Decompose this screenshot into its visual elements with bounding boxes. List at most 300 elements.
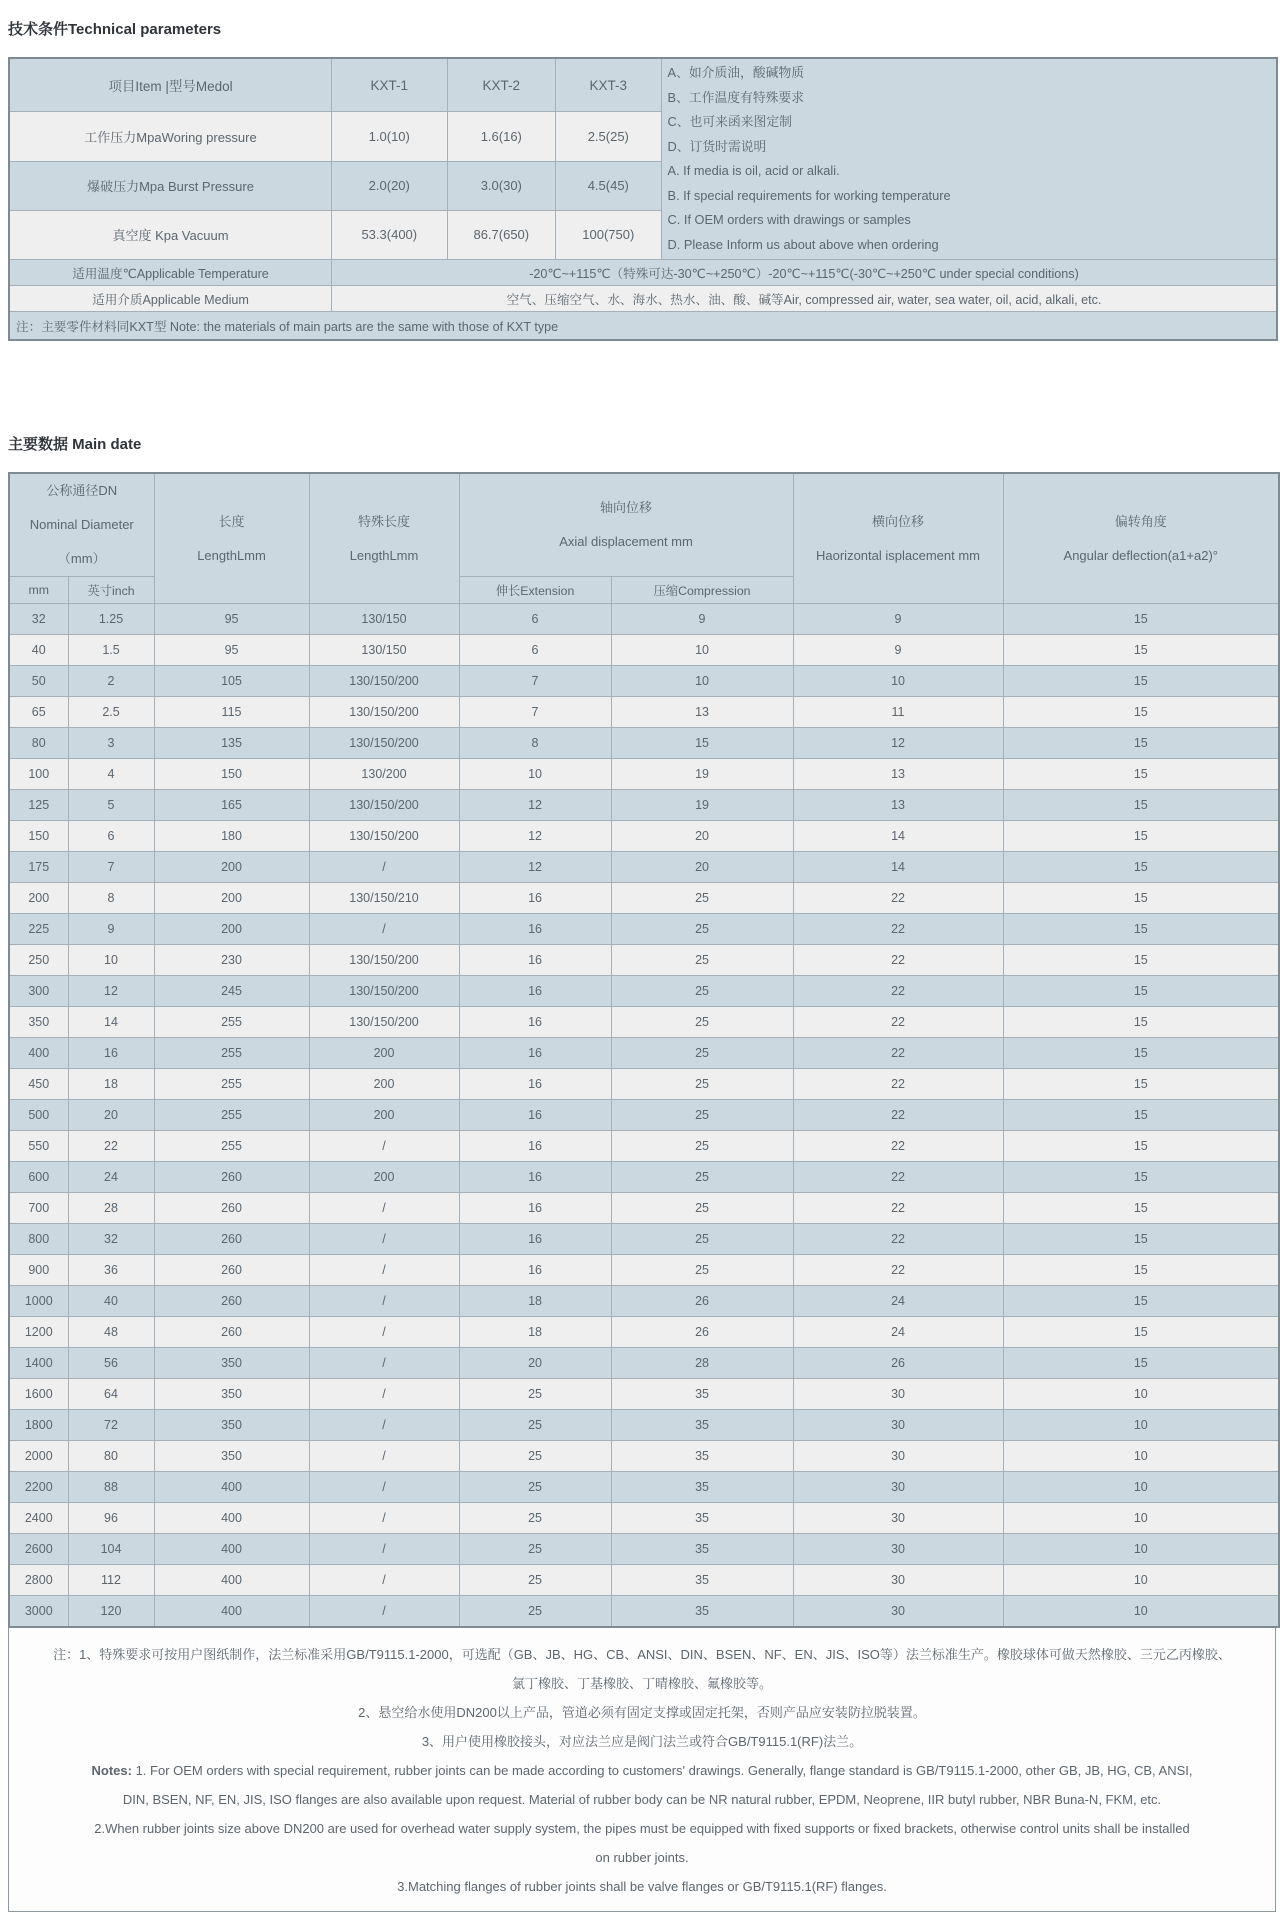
main-table-cell: 40 xyxy=(68,1286,154,1317)
main-table-cell: 35 xyxy=(611,1503,793,1534)
main-table-cell: 2 xyxy=(68,666,154,697)
main-table-cell: 25 xyxy=(459,1596,611,1628)
main-table-cell: 18 xyxy=(459,1317,611,1348)
main-table-cell: 200 xyxy=(154,852,309,883)
main-table-cell: 1.25 xyxy=(68,604,154,635)
main-table-cell: 28 xyxy=(611,1348,793,1379)
main-table-cell: 250 xyxy=(9,945,68,976)
main-table-cell: 80 xyxy=(68,1441,154,1472)
technical-parameters-table xyxy=(8,57,1278,341)
angular-deflection-header: 偏转角度 Angular deflection(a1+a2)° xyxy=(1003,473,1279,604)
main-table-cell: 15 xyxy=(1003,945,1279,976)
main-table-cell: 25 xyxy=(459,1565,611,1596)
main-table-cell: 7 xyxy=(68,852,154,883)
main-table-cell: 200 xyxy=(154,883,309,914)
main-table-cell: 48 xyxy=(68,1317,154,1348)
main-table-cell: 9 xyxy=(793,635,1003,666)
main-table-cell: 13 xyxy=(611,697,793,728)
note-line-en-1: Notes: 1. For OEM orders with special requirement, rubber joints can be made according to customers' drawings. Generally, flange standard is GB/T9115.1-2000, other GB, JB, HG, CB, ANSI, xyxy=(91,1763,1193,1778)
order-note-line: B. If special requirements for working temperature xyxy=(667,187,951,203)
main-table-cell: 16 xyxy=(459,1131,611,1162)
main-table-cell: 96 xyxy=(68,1503,154,1534)
main-table-cell: 20 xyxy=(611,821,793,852)
main-table-row xyxy=(9,728,1279,759)
note-line-en-3: 2.When rubber joints size above DN200 are used for overhead water supply system, the pipes must be equipped with fixed supports or fixed brackets, otherwise control units shall be installed xyxy=(94,1821,1190,1836)
main-table-body xyxy=(9,604,1279,1628)
main-table-cell: 25 xyxy=(459,1472,611,1503)
main-table-cell: 260 xyxy=(154,1224,309,1255)
main-table-cell: 15 xyxy=(1003,604,1279,635)
main-table-row xyxy=(9,1503,1279,1534)
temperature-row xyxy=(9,260,1277,286)
main-table-cell: 15 xyxy=(1003,1100,1279,1131)
main-table-cell: 25 xyxy=(611,1255,793,1286)
main-table-cell: 10 xyxy=(793,666,1003,697)
medium-label: 适用介质Applicable Medium xyxy=(9,286,332,312)
model-kxt3-header: KXT-3 xyxy=(556,58,661,112)
main-table-cell: 10 xyxy=(1003,1441,1279,1472)
main-table-cell: 35 xyxy=(611,1410,793,1441)
main-table-row xyxy=(9,1162,1279,1193)
main-table-row xyxy=(9,1348,1279,1379)
main-table-cell: 15 xyxy=(1003,635,1279,666)
main-table-cell: 15 xyxy=(1003,852,1279,883)
main-table-row xyxy=(9,976,1279,1007)
main-table-cell: 22 xyxy=(793,883,1003,914)
main-table-cell: 6 xyxy=(68,821,154,852)
main-table-row xyxy=(9,1224,1279,1255)
main-table-cell: 15 xyxy=(1003,666,1279,697)
extension-subheader: 伸长Extension xyxy=(459,577,611,604)
main-table-cell: 40 xyxy=(9,635,68,666)
main-table-cell: 900 xyxy=(9,1255,68,1286)
main-table-cell: 4 xyxy=(68,759,154,790)
main-table-cell: 165 xyxy=(154,790,309,821)
main-table-cell: 15 xyxy=(1003,883,1279,914)
main-table-cell: 25 xyxy=(611,914,793,945)
main-table-cell: 24 xyxy=(68,1162,154,1193)
main-table-cell: 245 xyxy=(154,976,309,1007)
main-table-row xyxy=(9,1069,1279,1100)
main-table-cell: 18 xyxy=(459,1286,611,1317)
main-table-cell: 15 xyxy=(1003,976,1279,1007)
main-table-cell: 11 xyxy=(793,697,1003,728)
main-table-cell: 25 xyxy=(611,945,793,976)
main-table-cell: 9 xyxy=(611,604,793,635)
main-table-cell: 64 xyxy=(68,1379,154,1410)
main-table-row xyxy=(9,1410,1279,1441)
main-table-cell: 2000 xyxy=(9,1441,68,1472)
main-table-cell: 35 xyxy=(611,1596,793,1628)
main-table-cell: 500 xyxy=(9,1100,68,1131)
main-table-cell: 400 xyxy=(154,1596,309,1628)
order-note-line: C、也可来函来图定制 xyxy=(667,114,792,129)
main-table-cell: 350 xyxy=(9,1007,68,1038)
main-table-cell: 10 xyxy=(459,759,611,790)
main-table-cell: 22 xyxy=(793,1162,1003,1193)
burst-pressure-label: 爆破压力Mpa Burst Pressure xyxy=(9,161,332,210)
main-table-cell: 25 xyxy=(611,1069,793,1100)
main-table-cell: 25 xyxy=(459,1410,611,1441)
main-table-cell: 2200 xyxy=(9,1472,68,1503)
order-note-line: C. If OEM orders with drawings or samples xyxy=(667,212,911,227)
main-table-row xyxy=(9,852,1279,883)
main-table-cell: 15 xyxy=(1003,1069,1279,1100)
main-table-cell: / xyxy=(309,914,459,945)
main-table-cell: 16 xyxy=(459,1069,611,1100)
main-table-cell: 30 xyxy=(793,1441,1003,1472)
dn-header: 公称通径DN Nominal Diameter （mm） xyxy=(9,473,154,577)
main-data-title: 主要数据 Main date xyxy=(8,436,142,453)
main-table-cell: 26 xyxy=(611,1317,793,1348)
main-table-cell: 32 xyxy=(9,604,68,635)
main-table-cell: 30 xyxy=(793,1472,1003,1503)
order-note-line: B、工作温度有特殊要求 xyxy=(667,89,805,105)
main-table-cell: / xyxy=(309,1348,459,1379)
main-table-cell: 25 xyxy=(611,1224,793,1255)
tech-header-row xyxy=(9,58,1277,112)
main-table-cell: 200 xyxy=(309,1069,459,1100)
burst-pressure-kxt2: 3.0(30) xyxy=(447,161,556,210)
main-table-cell: 16 xyxy=(459,976,611,1007)
main-table-cell: 13 xyxy=(793,790,1003,821)
main-table-cell: 35 xyxy=(611,1565,793,1596)
main-table-cell: 225 xyxy=(9,914,68,945)
main-table-cell: 20 xyxy=(459,1348,611,1379)
main-table-cell: 400 xyxy=(154,1565,309,1596)
main-table-cell: 350 xyxy=(154,1410,309,1441)
main-table-cell: 25 xyxy=(611,1131,793,1162)
main-table-row xyxy=(9,1007,1279,1038)
main-table-cell: / xyxy=(309,1131,459,1162)
main-table-cell: 15 xyxy=(1003,1317,1279,1348)
main-table-cell: 10 xyxy=(1003,1410,1279,1441)
main-table-cell: / xyxy=(309,1410,459,1441)
note-line-zh-3: 2、悬空给水使用DN200以上产品，管道必须有固定支撑或固定托架，否则产品应安装防拉脱装置。 xyxy=(358,1705,926,1720)
main-table-row xyxy=(9,1596,1279,1628)
main-table-row xyxy=(9,1317,1279,1348)
order-notes-cell xyxy=(661,58,1277,260)
working-pressure-label: 工作压力MpaWoring pressure xyxy=(9,112,332,161)
main-table-cell: 18 xyxy=(68,1069,154,1100)
main-table-cell: / xyxy=(309,852,459,883)
main-table-row xyxy=(9,1255,1279,1286)
main-table-cell: 25 xyxy=(611,1193,793,1224)
main-table-cell: 50 xyxy=(9,666,68,697)
main-table-cell: 112 xyxy=(68,1565,154,1596)
main-data-table xyxy=(8,472,1280,1628)
notes-prefix: Notes: xyxy=(91,1763,132,1778)
main-table-cell: 12 xyxy=(459,790,611,821)
main-table-cell: 130/150/200 xyxy=(309,976,459,1007)
main-table-header xyxy=(9,473,1279,604)
medium-row xyxy=(9,286,1277,312)
main-table-cell: 15 xyxy=(1003,697,1279,728)
main-table-cell: 95 xyxy=(154,604,309,635)
working-pressure-kxt2: 1.6(16) xyxy=(447,112,556,161)
main-table-cell: 255 xyxy=(154,1069,309,1100)
horizontal-displacement-header: 横向位移 Haorizontal isplacement mm xyxy=(793,473,1003,604)
section-gap xyxy=(8,341,1278,425)
main-table-row xyxy=(9,945,1279,976)
main-table-cell: 30 xyxy=(793,1565,1003,1596)
main-table-cell: 2400 xyxy=(9,1503,68,1534)
main-table-cell: 15 xyxy=(1003,1038,1279,1069)
main-table-cell: 22 xyxy=(793,1038,1003,1069)
working-pressure-kxt1: 1.0(10) xyxy=(332,112,448,161)
main-table-cell: 35 xyxy=(611,1472,793,1503)
main-table-row xyxy=(9,1193,1279,1224)
bottom-notes xyxy=(8,1628,1276,1912)
main-table-cell: 130/150/200 xyxy=(309,697,459,728)
main-table-cell: 130/150/200 xyxy=(309,821,459,852)
main-table-cell: 72 xyxy=(68,1410,154,1441)
main-table-cell: 130/200 xyxy=(309,759,459,790)
main-table-row xyxy=(9,1565,1279,1596)
temperature-label: 适用温度℃Applicable Temperature xyxy=(9,260,332,286)
main-table-cell: 300 xyxy=(9,976,68,1007)
main-table-cell: 14 xyxy=(793,852,1003,883)
main-table-cell: 6 xyxy=(459,604,611,635)
main-table-cell: / xyxy=(309,1596,459,1628)
main-table-cell: 10 xyxy=(68,945,154,976)
main-table-cell: 22 xyxy=(793,1100,1003,1131)
main-table-cell: 600 xyxy=(9,1162,68,1193)
vacuum-kxt1: 53.3(400) xyxy=(332,210,448,259)
main-table-cell: 15 xyxy=(1003,759,1279,790)
main-table-cell: 800 xyxy=(9,1224,68,1255)
main-table-cell: 25 xyxy=(611,1100,793,1131)
main-table-cell: 1200 xyxy=(9,1317,68,1348)
main-table-cell: 16 xyxy=(459,1038,611,1069)
main-table-cell: 125 xyxy=(9,790,68,821)
main-table-cell: 400 xyxy=(154,1534,309,1565)
vacuum-kxt2: 86.7(650) xyxy=(447,210,556,259)
main-table-cell: 350 xyxy=(154,1379,309,1410)
main-table-cell: 130/150/200 xyxy=(309,1007,459,1038)
main-table-cell: 25 xyxy=(459,1503,611,1534)
main-table-cell: 16 xyxy=(459,1224,611,1255)
main-table-cell: / xyxy=(309,1224,459,1255)
main-table-cell: 12 xyxy=(459,852,611,883)
main-table-cell: 25 xyxy=(611,1007,793,1038)
item-model-header: 项目Item |型号Medol xyxy=(9,58,332,112)
main-table-cell: 550 xyxy=(9,1131,68,1162)
main-table-cell: 15 xyxy=(1003,1255,1279,1286)
main-table-cell: 105 xyxy=(154,666,309,697)
main-table-cell: 200 xyxy=(309,1100,459,1131)
main-table-cell: 14 xyxy=(68,1007,154,1038)
main-table-cell: / xyxy=(309,1379,459,1410)
working-pressure-kxt3: 2.5(25) xyxy=(556,112,661,161)
order-note-line: D、订货时需说明 xyxy=(667,138,767,154)
main-table-cell: 130/150/210 xyxy=(309,883,459,914)
main-table-cell: 200 xyxy=(309,1038,459,1069)
order-note-line: D. Please Inform us about above when ordering xyxy=(667,236,939,252)
vacuum-kxt3: 100(750) xyxy=(556,210,661,259)
main-table-cell: 25 xyxy=(611,1162,793,1193)
main-table-cell: 35 xyxy=(611,1534,793,1565)
main-table-cell: 230 xyxy=(154,945,309,976)
main-table-cell: 260 xyxy=(154,1162,309,1193)
main-table-cell: 130/150/200 xyxy=(309,728,459,759)
main-table-cell: 200 xyxy=(309,1162,459,1193)
main-table-cell: / xyxy=(309,1286,459,1317)
main-table-cell: 130/150/200 xyxy=(309,945,459,976)
main-table-cell: 1600 xyxy=(9,1379,68,1410)
main-table-cell: 400 xyxy=(154,1503,309,1534)
note-line-en-5: 3.Matching flanges of rubber joints shall be valve flanges or GB/T9115.1(RF) flanges. xyxy=(397,1879,887,1894)
main-table-cell: 15 xyxy=(1003,914,1279,945)
main-table-row xyxy=(9,1131,1279,1162)
main-table-cell: 24 xyxy=(793,1286,1003,1317)
main-table-row xyxy=(9,914,1279,945)
order-note-line: A. If media is oil, acid or alkali. xyxy=(667,163,840,178)
main-table-cell: / xyxy=(309,1503,459,1534)
main-table-cell: / xyxy=(309,1255,459,1286)
main-table-cell: 104 xyxy=(68,1534,154,1565)
main-table-cell: 12 xyxy=(68,976,154,1007)
main-table-cell: 19 xyxy=(611,790,793,821)
medium-value: 空气、压缩空气、水、海水、热水、油、酸、碱等Air, compressed air, water, sea water, oil, acid, alkali, etc. xyxy=(332,286,1277,312)
main-table-cell: 16 xyxy=(459,914,611,945)
main-table-cell: 135 xyxy=(154,728,309,759)
model-kxt2-header: KXT-2 xyxy=(447,58,556,112)
mm-subheader: mm xyxy=(9,577,68,604)
main-table-cell: 2600 xyxy=(9,1534,68,1565)
main-table-cell: 2.5 xyxy=(68,697,154,728)
note-line-zh-4: 3、用户使用橡胶接头，对应法兰应是阀门法兰或符合GB/T9115.1(RF)法兰。 xyxy=(421,1734,863,1749)
main-table-cell: 10 xyxy=(1003,1472,1279,1503)
main-table-cell: 56 xyxy=(68,1348,154,1379)
main-table-cell: 12 xyxy=(459,821,611,852)
axial-displacement-header: 轴向位移 Axial displacement mm xyxy=(459,473,793,577)
inch-subheader: 英寸inch xyxy=(68,577,154,604)
tech-footnote-row xyxy=(9,312,1277,341)
main-table-cell: 255 xyxy=(154,1038,309,1069)
main-table-cell: 20 xyxy=(611,852,793,883)
main-table-cell: 10 xyxy=(1003,1596,1279,1628)
main-table-cell: 255 xyxy=(154,1007,309,1038)
main-table-cell: 15 xyxy=(1003,1131,1279,1162)
main-table-cell: 15 xyxy=(1003,790,1279,821)
main-table-cell: 120 xyxy=(68,1596,154,1628)
main-table-row xyxy=(9,1100,1279,1131)
note-line-zh-1: 注：1、特殊要求可按用户图纸制作，法兰标准采用GB/T9115.1-2000，可选配（GB、JB、HG、CB、ANSI、DIN、BSEN、NF、EN、JIS、ISO等）法兰标准生产。橡胶球体可做天然橡胶、三元乙丙橡胶、 xyxy=(53,1647,1231,1662)
main-table-cell: 36 xyxy=(68,1255,154,1286)
main-table-cell: 10 xyxy=(1003,1534,1279,1565)
main-table-cell: 15 xyxy=(1003,1162,1279,1193)
main-table-cell: 1800 xyxy=(9,1410,68,1441)
main-table-cell: 30 xyxy=(793,1503,1003,1534)
main-table-cell: 26 xyxy=(793,1348,1003,1379)
main-table-cell: 16 xyxy=(459,1007,611,1038)
main-table-row xyxy=(9,821,1279,852)
main-table-cell: 10 xyxy=(611,635,793,666)
vacuum-label: 真空度 Kpa Vacuum xyxy=(9,210,332,259)
main-table-cell: 130/150 xyxy=(309,604,459,635)
main-table-cell: 1.5 xyxy=(68,635,154,666)
main-table-cell: 12 xyxy=(793,728,1003,759)
main-table-row xyxy=(9,1534,1279,1565)
main-table-row xyxy=(9,883,1279,914)
main-table-cell: 25 xyxy=(611,1038,793,1069)
main-table-cell: 255 xyxy=(154,1131,309,1162)
main-table-cell: 30 xyxy=(793,1534,1003,1565)
main-table-cell: 13 xyxy=(793,759,1003,790)
main-table-cell: 130/150/200 xyxy=(309,666,459,697)
main-table-cell: 7 xyxy=(459,697,611,728)
main-table-cell: 25 xyxy=(611,976,793,1007)
main-table-cell: 22 xyxy=(793,1193,1003,1224)
length-header: 长度 LengthLmm xyxy=(154,473,309,604)
main-table-cell: 26 xyxy=(611,1286,793,1317)
main-table-cell: 28 xyxy=(68,1193,154,1224)
main-table-row xyxy=(9,1286,1279,1317)
main-table-cell: 5 xyxy=(68,790,154,821)
main-table-cell: 3 xyxy=(68,728,154,759)
main-table-cell: 25 xyxy=(459,1534,611,1565)
main-table-cell: 9 xyxy=(793,604,1003,635)
main-table-cell: 15 xyxy=(1003,1007,1279,1038)
main-table-cell: 95 xyxy=(154,635,309,666)
main-table-row xyxy=(9,1441,1279,1472)
main-table-cell: 100 xyxy=(9,759,68,790)
main-table-cell: 22 xyxy=(793,1224,1003,1255)
main-table-cell: / xyxy=(309,1441,459,1472)
main-table-cell: 16 xyxy=(459,1162,611,1193)
main-table-row xyxy=(9,666,1279,697)
main-header-row1 xyxy=(9,473,1279,577)
main-table-cell: 3000 xyxy=(9,1596,68,1628)
main-table-cell: 22 xyxy=(793,1131,1003,1162)
main-table-cell: 255 xyxy=(154,1100,309,1131)
main-table-row xyxy=(9,697,1279,728)
main-table-cell: 30 xyxy=(793,1410,1003,1441)
main-table-cell: 16 xyxy=(459,1255,611,1286)
main-table-cell: 1000 xyxy=(9,1286,68,1317)
main-table-row xyxy=(9,1379,1279,1410)
main-table-cell: 15 xyxy=(1003,1286,1279,1317)
burst-pressure-kxt3: 4.5(45) xyxy=(556,161,661,210)
compression-subheader: 压缩Compression xyxy=(611,577,793,604)
main-table-row xyxy=(9,759,1279,790)
main-table-cell: 22 xyxy=(793,1007,1003,1038)
main-table-cell: 19 xyxy=(611,759,793,790)
main-table-cell: / xyxy=(309,1317,459,1348)
main-table-cell: 22 xyxy=(793,976,1003,1007)
main-table-cell: 260 xyxy=(154,1193,309,1224)
main-table-cell: 15 xyxy=(1003,1224,1279,1255)
main-table-cell: 7 xyxy=(459,666,611,697)
main-table-cell: / xyxy=(309,1565,459,1596)
main-table-row xyxy=(9,1038,1279,1069)
burst-pressure-kxt1: 2.0(20) xyxy=(332,161,448,210)
main-table-cell: 200 xyxy=(9,883,68,914)
tech-footnote: 注：主要零件材料同KXT型 Note: the materials of main parts are the same with those of KXT type xyxy=(9,312,1277,341)
main-table-cell: 16 xyxy=(459,1100,611,1131)
special-length-header: 特殊长度 LengthLmm xyxy=(309,473,459,604)
main-table-cell: 25 xyxy=(459,1379,611,1410)
tech-parameters-title: 技术条件Technical parameters xyxy=(8,21,222,38)
main-table-cell: 260 xyxy=(154,1286,309,1317)
main-table-row xyxy=(9,635,1279,666)
main-table-cell: 15 xyxy=(611,728,793,759)
main-table-cell: 80 xyxy=(9,728,68,759)
note-line-zh-2: 氯丁橡胶、丁基橡胶、丁晴橡胶、氟橡胶等。 xyxy=(511,1676,772,1691)
note-line-en-4: on rubber joints. xyxy=(595,1850,689,1865)
main-table-cell: 65 xyxy=(9,697,68,728)
